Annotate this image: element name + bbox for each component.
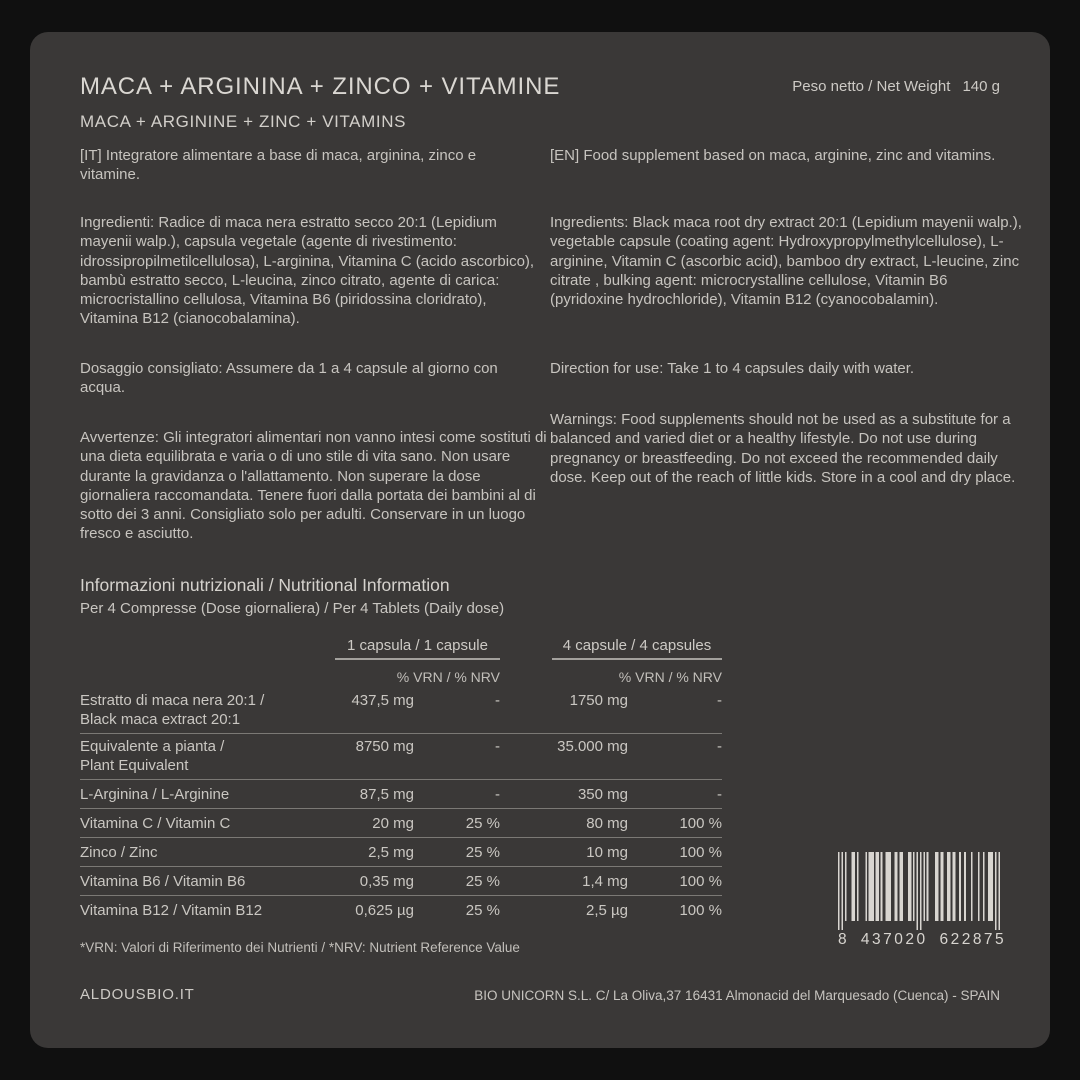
row-label (80, 872, 335, 891)
row-value-4cap: 10 mg (586, 844, 628, 861)
row-label (80, 737, 335, 775)
row-vrn-4cap: - (717, 692, 722, 709)
row-value-4cap: 350 mg (577, 786, 628, 803)
row-vrn-1cap: 25 % (465, 844, 500, 861)
row-label-line: Plant Equivalent (80, 757, 189, 774)
barcode (838, 852, 1007, 949)
row-vrn-1cap: 25 % (465, 902, 500, 919)
net-weight (792, 78, 1000, 95)
row-vrn-1cap: - (495, 786, 500, 803)
row-value-1cap: 0,35 mg (359, 873, 414, 890)
company-address: BIO UNICORN S.L. C/ La Oliva,37 16431 Almonacid del Marquesado (Cuenca) - SPAIN (474, 988, 1000, 1003)
product-title-it: MACA + ARGININA + ZINCO + VITAMINE (80, 73, 561, 100)
row-vrn-1cap: - (495, 738, 500, 755)
row-label-line: Vitamina C / Vitamin C (80, 815, 231, 832)
row-value-4cap: 1,4 mg (582, 873, 628, 890)
row-vrn-4cap: 100 % (679, 873, 722, 890)
brand-website: ALDOUSBIO.IT (80, 986, 195, 1003)
nutrition-title: Informazioni nutrizionali / Nutritional Information (80, 575, 450, 595)
row-vrn-1cap: 25 % (465, 873, 500, 890)
row-value-1cap: 20 mg (372, 815, 414, 832)
row-vrn-1cap: 25 % (465, 815, 500, 832)
row-vrn-4cap: 100 % (679, 844, 722, 861)
row-label-line: Black maca extract 20:1 (80, 711, 241, 728)
warnings-paragraph-en: Warnings: Food supplements should not be used as a substitute for a balanced and varied diet or a healthy lifestyle. Do not use during pregnancy or breastfeeding. Do not exceed the recommended daily dose. Keep out of the reach of little kids. Store in a cool and dry place. (550, 411, 1016, 486)
column-header-1-capsule: 1 capsula / 1 capsule (347, 637, 488, 654)
row-value-1cap: 8750 mg (355, 738, 414, 755)
vrn-footnote: *VRN: Valori di Riferimento dei Nutrienti / *NRV: Nutrient Reference Value (80, 940, 520, 955)
row-vrn-4cap: - (717, 738, 722, 755)
dosage-paragraph-it: Dosaggio consigliato: Assumere da 1 a 4 capsule al giorno con acqua. (80, 360, 498, 397)
row-label (80, 814, 335, 833)
column-header-underline (335, 658, 500, 660)
row-value-1cap: 437,5 mg (351, 692, 414, 709)
nutrition-rows (80, 688, 722, 924)
ingredients-paragraph-it: Ingredienti: Radice di maca nera estratto secco 20:1 (Lepidium mayenii walp.), capsula vegetale (agente di rivestimento: idrossipropilmetilcellulosa), L-arginina, Vitamina C (acido ascorbico), bambù estratto secco, L-leucina, zinco citrato, agente di carica: microcristallino cellulosa, Vitamina B6 (piridossina cloridrato), Vitamina B12 (cianocobalamina). (80, 214, 535, 328)
row-vrn-1cap: - (495, 692, 500, 709)
vrn-header-2: % VRN / % NRV (618, 669, 722, 685)
label-panel (30, 32, 1050, 1048)
barcode-number: 8 437020 622875 (838, 931, 1007, 948)
net-weight-label: Peso netto / Net Weight (792, 78, 951, 95)
row-value-4cap: 2,5 µg (585, 902, 628, 919)
vrn-header-1: % VRN / % NRV (396, 669, 500, 685)
product-title-en: MACA + ARGININE + ZINC + VITAMINS (80, 112, 407, 131)
row-vrn-4cap: - (717, 786, 722, 803)
intro-paragraph-it: [IT] Integratore alimentare a base di maca, arginina, zinco e vitamine. (80, 147, 477, 184)
table-row (80, 688, 722, 734)
column-header-4-capsules: 4 capsule / 4 capsules (562, 637, 712, 654)
table-row (80, 780, 722, 809)
nutrition-subtitle: Per 4 Compresse (Dose giornaliera) / Per 4 Tablets (Daily dose) (80, 600, 505, 617)
row-label-line: Equivalente a pianta / (80, 738, 225, 755)
ingredients-paragraph-en: Ingredients: Black maca root dry extract 20:1 (Lepidium mayenii walp.), vegetable capsule (coating agent: Hydroxypropylmethylcellulose), L-arginine, Vitamin C (ascorbic acid), bamboo dry extract, L-leucine, zinc citrate , bulking agent: microcrystalline cellulose, Vitamin B6 (pyridoxine hydrochloride), Vitamin B12 (cyanocobalamin). (550, 214, 1022, 309)
row-value-1cap: 2,5 mg (368, 844, 414, 861)
row-value-1cap: 0,625 µg (355, 902, 414, 919)
row-value-4cap: 80 mg (586, 815, 628, 832)
row-label (80, 691, 335, 729)
row-value-1cap: 87,5 mg (359, 786, 414, 803)
row-label (80, 901, 335, 920)
row-label-line: Zinco / Zinc (80, 844, 158, 861)
row-value-4cap: 35.000 mg (557, 738, 628, 755)
row-label-line: L-Arginina / L-Arginine (80, 786, 230, 803)
table-row (80, 896, 722, 924)
table-row (80, 809, 722, 838)
warnings-paragraph-it: Avvertenze: Gli integratori alimentari non vanno intesi come sostituti di una dieta equilibrata e varia o di uno stile di vita sano. Non usare durante la gravidanza o l'allattamento. Non superare la dose giornaliera raccomandata. Tenere fuori dalla portata dei bambini al di sotto dei 3 anni. Consigliato solo per adulti. Conservare in un luogo fresco e asciutto. (80, 429, 547, 543)
column-header-underline (552, 658, 722, 660)
barcode-bars-icon (838, 852, 1000, 930)
row-label-line: Estratto di maca nera 20:1 / (80, 692, 265, 709)
row-label (80, 843, 335, 862)
dosage-paragraph-en: Direction for use: Take 1 to 4 capsules daily with water. (550, 360, 915, 377)
row-vrn-4cap: 100 % (679, 902, 722, 919)
table-row (80, 838, 722, 867)
row-vrn-4cap: 100 % (679, 815, 722, 832)
net-weight-value: 140 g (962, 78, 1000, 95)
table-row (80, 734, 722, 780)
table-row (80, 867, 722, 896)
row-value-4cap: 1750 mg (569, 692, 628, 709)
row-label-line: Vitamina B12 / Vitamin B12 (80, 902, 263, 919)
row-label (80, 785, 335, 804)
row-label-line: Vitamina B6 / Vitamin B6 (80, 873, 246, 890)
intro-paragraph-en: [EN] Food supplement based on maca, arginine, zinc and vitamins. (550, 147, 996, 164)
